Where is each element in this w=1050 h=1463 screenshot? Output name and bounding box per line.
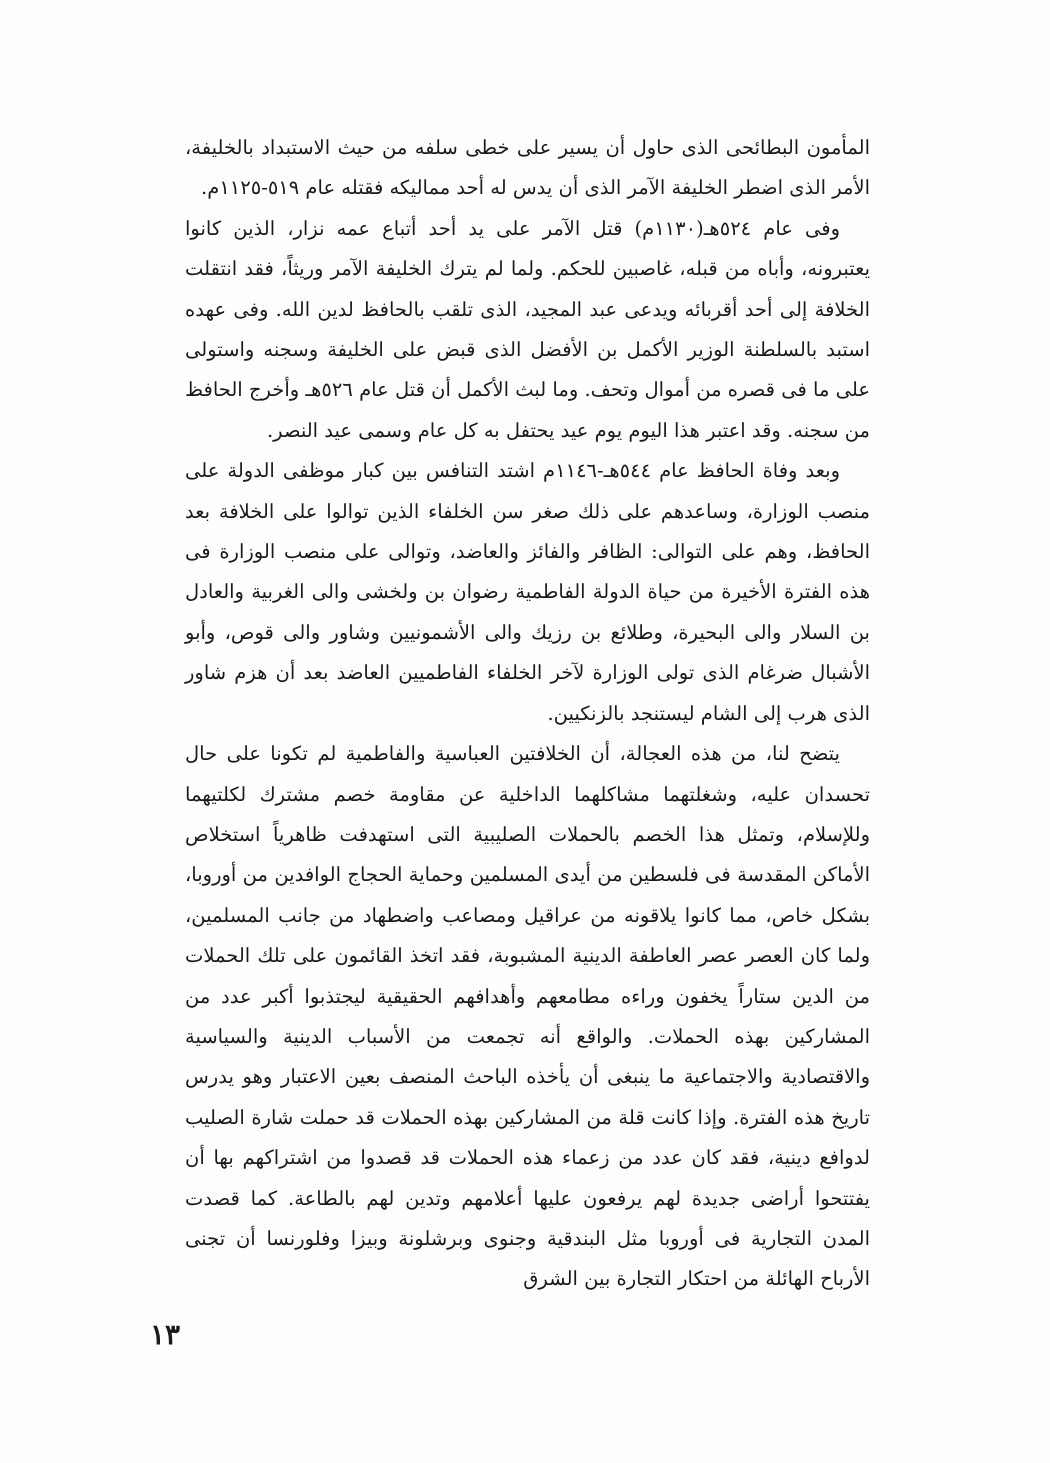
page-number: ١٣ bbox=[150, 1318, 181, 1351]
body-text bbox=[185, 128, 870, 1300]
paragraph-2: وفى عام ٥٢٤هـ(١١٣٠م) قتل الآمر على يد أحد أتباع عمه نزار، الذين كانوا يعتبرونه، وأباه من قبله، غاصبين للحكم. ولما لم يترك الخليفة الآمر وريثاً، فقد انتقلت الخلافة إلى أحد أقربائه ويدعى عبد المجيد، الذى تلقب بالحافظ لدين الله. وفى عهده استبد بالسلطنة الوزير الأكمل بن الأفضل الذى قبض على الخليفة وسجنه واستولى على ما فى قصره من أموال وتحف. وما لبث الأكمل أن قتل عام ٥٢٦هـ وأخرج الحافظ من سجنه. وقد اعتبر هذا اليوم يوم عيد يحتفل به كل عام وسمى عيد النصر. bbox=[185, 216, 870, 442]
paragraph-3: وبعد وفاة الحافظ عام ٥٤٤هـ-١١٤٦م اشتد التنافس بين كبار موظفى الدولة على منصب الوزارة، وساعدهم على ذلك صغر سن الخلفاء الذين توالوا على الخلافة بعد الحافظ، وهم على التوالى: الظافر والفائز والعاضد، وتوالى على منصب الوزارة فى هذه الفترة الأخيرة من حياة الدولة الفاطمية رضوان بن ولخشى والى الغربية والعادل بن السلار والى البحيرة، وطلائع بن رزيك والى الأشمونيين وشاور والى قوص، وأبو الأشبال ضرغام الذى تولى الوزارة لآخر الخلفاء الفاطميين العاضد بعد أن هزم شاور الذى هرب إلى الشام ليستنجد بالزنكيين. bbox=[185, 459, 870, 725]
paragraph-1: المأمون البطائحى الذى حاول أن يسير على خطى سلفه من حيث الاستبداد بالخليفة، الأمر الذى اضطر الخليفة الآمر الذى أن يدس له أحد مماليكه فقتله عام ٥١٩-١١٢٥م. bbox=[185, 136, 870, 200]
paragraph-4: يتضح لنا، من هذه العجالة، أن الخلافتين العباسية والفاطمية لم تكونا على حال تحسدان عليه، وشغلتهما مشاكلهما الداخلية عن مقاومة خصم مشترك لكلتيهما وللإسلام، وتمثل هذا الخصم بالحملات الصليبية التى استهدفت ظاهرياً استخلاص الأماكن المقدسة فى فلسطين من أيدى المسلمين وحماية الحجاج الوافدين من أوروبا، بشكل خاص، مما كانوا يلاقونه من عراقيل ومصاعب واضطهاد من جانب المسلمين، ولما كان العصر عصر العاطفة الدينية المشبوبة، فقد اتخذ القائمون على تلك الحملات من الدين ستاراً يخفون وراءه مطامعهم وأهدافهم الحقيقية ليجتذبوا أكبر عدد من المشاركين بهذه الحملات. والواقع أنه تجمعت من الأسباب الدينية والسياسية والاقتصادية والاجتماعية ما ينبغى أن يأخذه الباحث المنصف بعين الاعتبار وهو يدرس تاريخ هذه الفترة. وإذا كانت قلة من المشاركين بهذه الحملات قد حملت شارة الصليب لدوافع دينية، فقد كان عدد من زعماء هذه الحملات قد قصدوا من اشتراكهم بها أن يفتتحوا أراضى جديدة لهم يرفعون عليها أعلامهم وتدين لهم بالطاعة. كما قصدت المدن التجارية فى أوروبا مثل البندقية وجنوى وبرشلونة وبيزا وفلورنسا أن تجنى الأرباح الهائلة من احتكار التجارة بين الشرق bbox=[185, 742, 870, 1291]
